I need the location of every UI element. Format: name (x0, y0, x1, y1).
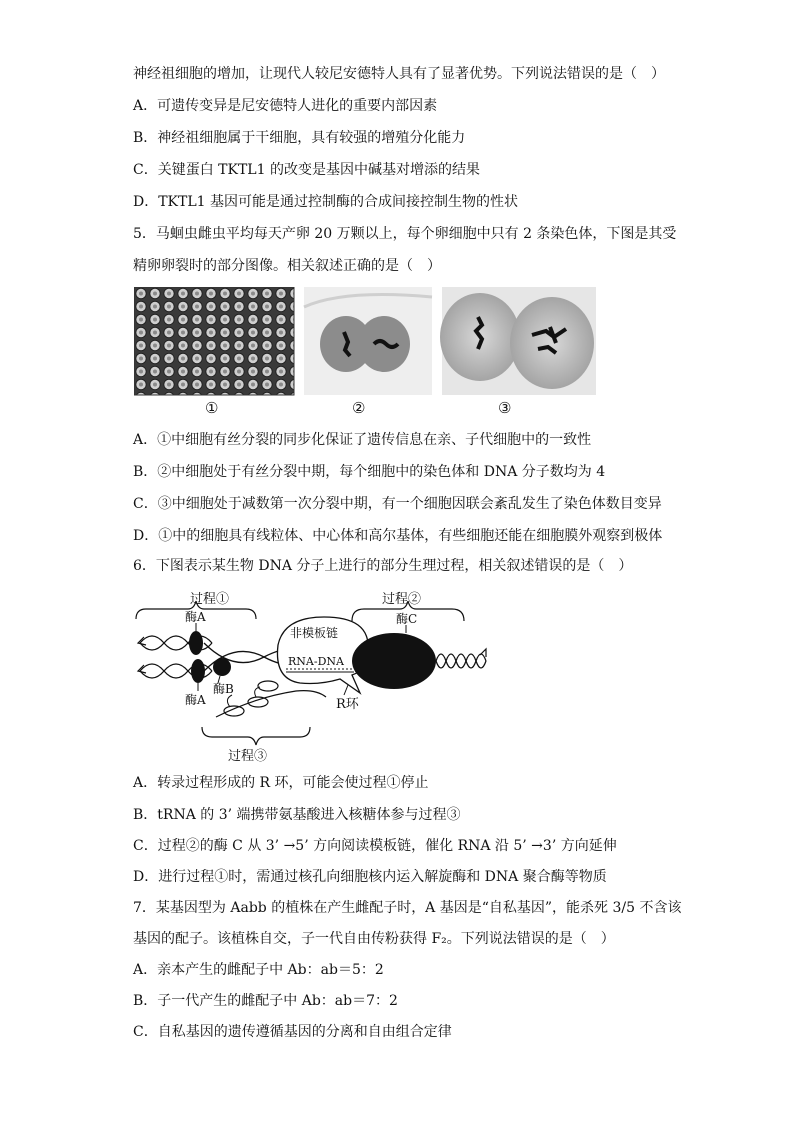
q5-caption-1: ① (205, 399, 219, 417)
process2-label: 过程② (382, 592, 422, 607)
q5-option-d: D．①中的细胞具有线粒体、中心体和高尔基体，有些细胞还能在细胞膜外观察到极体 (133, 528, 663, 544)
enzyme-a-top-shape (189, 631, 203, 655)
q5-caption-3: ③ (498, 399, 512, 417)
enzyme-a-bottom-label: 酶A (185, 693, 206, 707)
enzyme-b-label: 酶B (213, 682, 234, 696)
r-loop-label: R环 (336, 697, 359, 712)
process3-bracket (202, 727, 310, 745)
q5-option-b: B．②中细胞处于有丝分裂中期，每个细胞中的染色体和 DNA 分子数均为 4 (133, 464, 606, 480)
micrograph-2 (304, 287, 432, 395)
q5-option-a: A．①中细胞有丝分裂的同步化保证了遗传信息在亲、子代细胞中的一致性 (133, 432, 592, 448)
micrograph-1 (134, 287, 294, 395)
q5-stem-line2: 精卵卵裂时的部分图像。相关叙述正确的是（ ） (133, 258, 441, 274)
q5-stem-line1: 5．马蛔虫雌虫平均每天产卵 20 万颗以上，每个卵细胞中只有 2 条染色体，下图是其受 (133, 226, 677, 242)
enzyme-c-shape (352, 633, 436, 689)
q7-option-b: B．子一代产生的雌配子中 Ab：ab＝7：2 (133, 993, 398, 1009)
q4-option-c: C．关键蛋白 TKTL1 的改变是基因中碱基对增添的结果 (133, 162, 480, 178)
q5-option-c: C．③中细胞处于减数第一次分裂中期，有一个细胞因联会紊乱发生了染色体数目变异 (133, 496, 662, 512)
q6-option-a: A．转录过程形成的 R 环，可能会使过程①停止 (133, 775, 429, 791)
q5-micrograph-figure (134, 287, 596, 397)
q5-caption-2: ② (352, 399, 366, 417)
process1-label: 过程① (190, 592, 230, 607)
q7-option-c: C．自私基因的遗传遵循基因的分离和自由组合定律 (133, 1024, 452, 1040)
q6-stem: 6．下图表示某生物 DNA 分子上进行的部分生理过程，相关叙述错误的是（ ） (133, 558, 633, 574)
q6-dna-diagram (130, 585, 500, 765)
q7-stem-line1: 7．某基因型为 Aabb 的植株在产生雌配子时，A 基因是“自私基因”，能杀死 3/5 不含该 (133, 900, 682, 916)
rna-dna-label: RNA-DNA (288, 655, 344, 668)
enzyme-c-label: 酶C (396, 612, 418, 626)
micrograph-panels (134, 287, 596, 397)
q4-stem-continued: 神经祖细胞的增加，让现代人较尼安德特人具有了显著优势。下列说法错误的是（ ） (133, 66, 665, 82)
q6-option-b: B．tRNA 的 3’ 端携带氨基酸进入核糖体参与过程③ (133, 807, 461, 823)
process3-label: 过程③ (228, 749, 268, 764)
q6-option-c: C．过程②的酶 C 从 3’ →5’ 方向阅读模板链，催化 RNA 沿 5’ →3’ 方向延伸 (133, 838, 617, 854)
non-template-label: 非模板链 (290, 626, 339, 640)
q4-option-b: B．神经祖细胞属于干细胞，具有较强的增殖分化能力 (133, 130, 466, 146)
enzyme-a-bottom-shape (191, 659, 205, 683)
q4-option-a: A．可遗传变异是尼安德特人进化的重要内部因素 (133, 98, 438, 114)
enzyme-a-top-label: 酶A (185, 610, 206, 624)
q4-option-d: D．TKTL1 基因可能是通过控制酶的合成间接控制生物的性状 (133, 194, 519, 210)
micrograph-3 (440, 287, 596, 395)
q7-stem-line2: 基因的配子。该植株自交，子一代自由传粉获得 F₂。下列说法错误的是（ ） (133, 931, 615, 947)
dna-process-svg (130, 585, 500, 765)
q6-option-d: D．进行过程①时，需通过核孔向细胞核内运入解旋酶和 DNA 聚合酶等物质 (133, 869, 607, 885)
q7-option-a: A．亲本产生的雌配子中 Ab：ab＝5：2 (133, 962, 384, 978)
